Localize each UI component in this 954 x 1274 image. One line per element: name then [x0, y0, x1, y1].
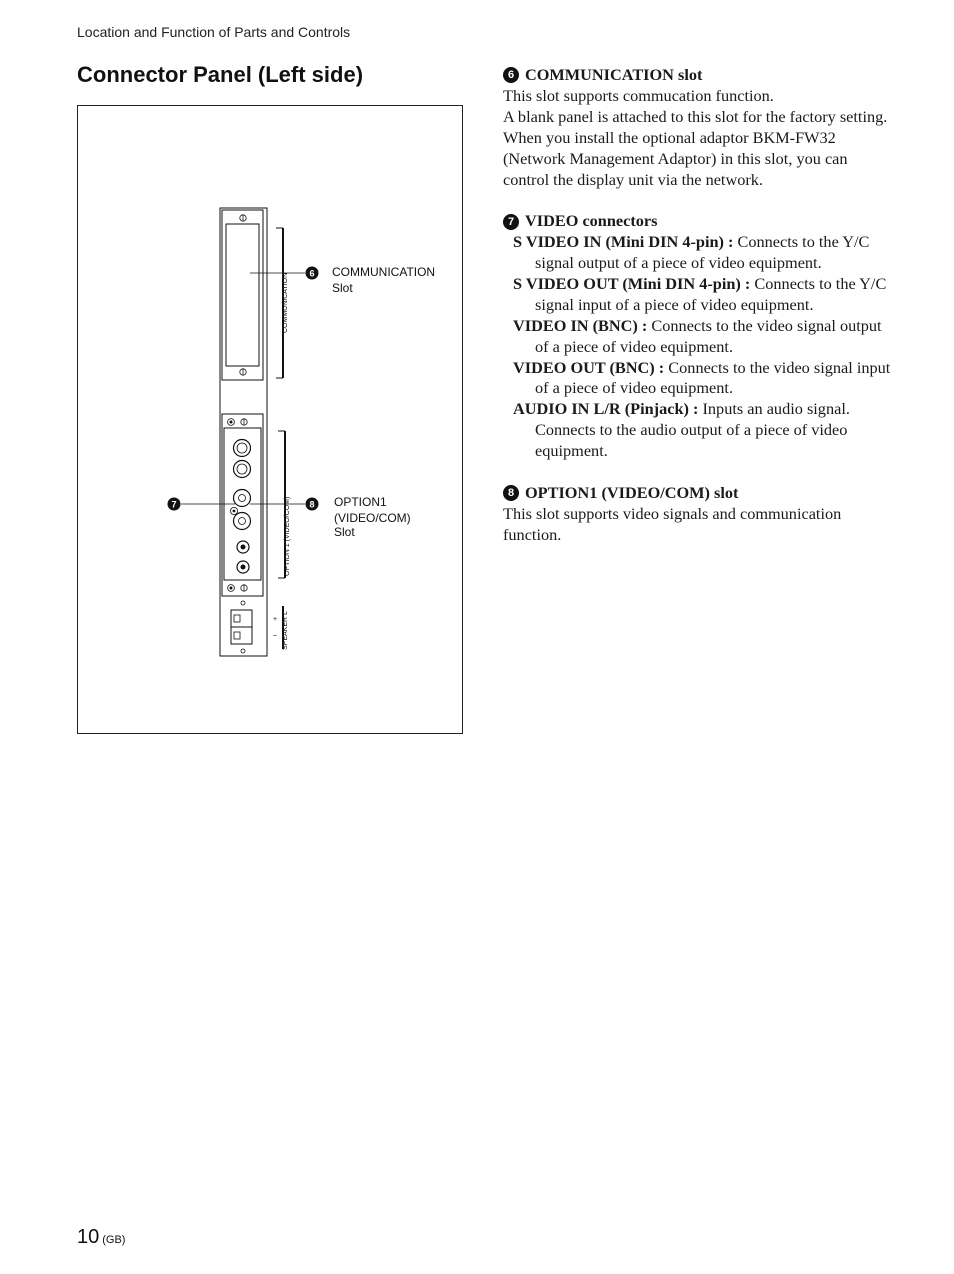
running-header: Location and Function of Parts and Controls — [77, 24, 351, 40]
speaker-minus-sign: – — [273, 632, 277, 639]
communication-callout-label-line2: Slot — [332, 281, 353, 295]
section-title: Connector Panel (Left side) — [77, 62, 364, 87]
list-item — [503, 316, 893, 358]
vertical-label-option1: OPTION 1 (VIDEO/COM) — [284, 496, 291, 576]
entry-title — [503, 211, 893, 232]
screw-icon — [241, 585, 247, 591]
item-term: AUDIO IN L/R (Pinjack) : — [513, 399, 699, 419]
s-video-in-connector-icon — [234, 440, 251, 457]
item-term: S VIDEO OUT (Mini DIN 4-pin) : — [513, 273, 751, 293]
number-badge-icon: 6 — [503, 67, 519, 83]
connector-panel-figure — [77, 105, 463, 734]
item-desc: Connects to the video signal input of a piece of video equipment. — [535, 357, 891, 398]
audio-in-l-pinjack-icon — [237, 541, 249, 553]
option-callout-label-line2: (VIDEO/COM) — [334, 511, 411, 525]
list-item — [503, 358, 893, 400]
small-screw-icon — [230, 507, 237, 514]
vertical-label-communication: COMMUNICATION — [282, 272, 289, 333]
video-in-bnc-connector-icon — [234, 490, 251, 507]
speaker-plus-sign: + — [273, 616, 278, 623]
number-badge-icon: 7 — [503, 214, 519, 230]
screw-icon — [241, 419, 247, 425]
entry-title — [503, 65, 893, 86]
communication-slot-blank-panel — [226, 224, 259, 366]
video-out-bnc-connector-icon — [234, 513, 251, 530]
item-desc: Connects to the Y/C signal output of a piece of video equipment. — [535, 232, 870, 273]
speaker-terminal-minus — [234, 632, 240, 639]
screw-icon — [240, 369, 246, 375]
page-number-suffix: (GB) — [102, 1234, 126, 1246]
entry-title-text: OPTION1 (VIDEO/COM) slot — [525, 482, 739, 502]
item-term: VIDEO OUT (BNC) : — [513, 357, 665, 377]
entry-title-text: COMMUNICATION slot — [525, 65, 703, 84]
speaker-terminal-plus — [234, 615, 240, 622]
option-callout-label-line1: OPTION1 — [334, 495, 387, 509]
vertical-label-speaker: SPEAKER L — [282, 611, 289, 650]
list-item — [503, 274, 893, 316]
item-term: VIDEO IN (BNC) : — [513, 315, 648, 335]
panel-outline — [220, 208, 267, 656]
callout-8-number: 8 — [309, 499, 315, 510]
callout-7-number: 7 — [171, 499, 177, 510]
communication-slot-frame — [222, 210, 263, 380]
entry-communication-slot — [503, 65, 893, 190]
s-video-out-connector-icon — [234, 461, 251, 478]
item-desc: Connects to the video signal output of a piece of video equipment. — [535, 315, 882, 356]
entry-video-connectors — [503, 211, 893, 462]
item-desc: Connects to the Y/C signal input of a piece of video equipment. — [535, 273, 887, 314]
list-item — [503, 232, 893, 274]
page-number: 10 — [77, 1226, 100, 1248]
option-callout-label-line3: Slot — [334, 525, 355, 539]
paragraph: This slot supports commucation function. — [503, 85, 774, 105]
paragraph: A blank panel is attached to this slot for the factory setting. — [503, 106, 888, 126]
item-desc: Inputs an audio signal. Connects to the audio output of a piece of video equipment. — [535, 399, 850, 461]
item-term: S VIDEO IN (Mini DIN 4-pin) : — [513, 232, 734, 252]
paragraph: When you install the optional adaptor BKM-FW32 (Network Management Adaptor) in this slot, you can control the display unit via the network. — [503, 127, 848, 189]
communication-callout-label-line1: COMMUNICATION — [332, 265, 436, 279]
description-column — [503, 65, 893, 566]
screw-icon — [228, 585, 235, 592]
screw-icon — [228, 419, 235, 426]
page-footer — [77, 1226, 125, 1249]
entry-option1-slot — [503, 483, 893, 546]
paragraph: This slot supports video signals and communication function. — [503, 503, 842, 544]
audio-in-r-pinjack-icon — [237, 561, 249, 573]
callout-6-number: 6 — [309, 268, 315, 279]
list-item — [503, 399, 893, 462]
number-badge-icon: 8 — [503, 485, 519, 501]
entry-title — [503, 483, 893, 504]
entry-title-text: VIDEO connectors — [525, 211, 658, 231]
connector-panel-diagram — [78, 106, 464, 735]
screw-icon — [240, 215, 246, 221]
